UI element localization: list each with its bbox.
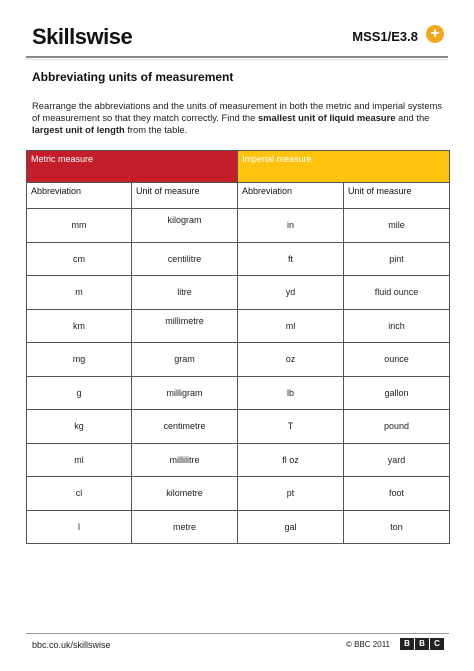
imperial-abbreviation-cell: in xyxy=(238,209,344,243)
metric-abbreviation-cell: mm xyxy=(27,209,132,243)
column-header-row xyxy=(27,183,450,209)
table-row xyxy=(27,376,450,410)
bbc-logo xyxy=(400,638,444,650)
col-header-imperial-abbreviation: Abbreviation xyxy=(238,183,344,209)
skillswise-logo: Skillswise xyxy=(32,24,133,49)
imperial-unit-cell: fluid ounce xyxy=(344,276,450,310)
imperial-abbreviation-cell: ml xyxy=(238,309,344,343)
metric-unit-cell: millilitre xyxy=(132,443,238,477)
table-body xyxy=(27,209,450,544)
imperial-measure-header: Imperial measure xyxy=(238,151,450,183)
metric-unit-cell: gram xyxy=(132,343,238,377)
table-row xyxy=(27,242,450,276)
imperial-abbreviation-cell: T xyxy=(238,410,344,444)
col-header-imperial-unit: Unit of measure xyxy=(344,183,450,209)
table-row xyxy=(27,477,450,511)
imperial-unit-cell: pound xyxy=(344,410,450,444)
table-row xyxy=(27,309,450,343)
footer-divider xyxy=(26,633,449,634)
metric-unit-cell: kilogram xyxy=(132,209,238,243)
page-title: Abbreviating units of measurement xyxy=(32,70,234,84)
imperial-abbreviation-cell: fl oz xyxy=(238,443,344,477)
metric-abbreviation-cell: kg xyxy=(27,410,132,444)
imperial-unit-cell: mile xyxy=(344,209,450,243)
metric-abbreviation-cell: ml xyxy=(27,443,132,477)
footer-url: bbc.co.uk/skillswise xyxy=(32,640,111,650)
instructions-paragraph xyxy=(32,100,444,136)
footer-copyright: © BBC 2011 xyxy=(346,640,390,649)
imperial-unit-cell: ounce xyxy=(344,343,450,377)
imperial-abbreviation-cell: ft xyxy=(238,242,344,276)
metric-unit-cell: centimetre xyxy=(132,410,238,444)
metric-unit-cell: litre xyxy=(132,276,238,310)
metric-unit-cell: kilometre xyxy=(132,477,238,511)
metric-abbreviation-cell: cl xyxy=(27,477,132,511)
measures-table xyxy=(26,150,450,544)
imperial-abbreviation-cell: lb xyxy=(238,376,344,410)
imperial-abbreviation-cell: pt xyxy=(238,477,344,511)
metric-abbreviation-cell: mg xyxy=(27,343,132,377)
bbc-logo-letter: C xyxy=(430,638,444,650)
metric-unit-cell: millimetre xyxy=(132,309,238,343)
system-band-row xyxy=(27,151,450,183)
intro-text-1: Rearrange the abbreviations and the units of measurement in both the metric and imperial systems of measurement so that they match correctly. Find the xyxy=(32,100,443,123)
intro-bold-length: largest unit of length xyxy=(32,124,125,135)
metric-unit-cell: milligram xyxy=(132,376,238,410)
page-header xyxy=(0,0,474,66)
bbc-logo-letter: B xyxy=(415,638,429,650)
header-divider xyxy=(26,56,448,58)
imperial-unit-cell: ton xyxy=(344,510,450,544)
intro-text-3: from the table. xyxy=(124,124,188,135)
metric-abbreviation-cell: m xyxy=(27,276,132,310)
metric-abbreviation-cell: g xyxy=(27,376,132,410)
metric-abbreviation-cell: cm xyxy=(27,242,132,276)
intro-bold-liquid: smallest unit of liquid measure xyxy=(257,112,396,123)
worksheet-code: MSS1/E3.8 xyxy=(352,29,418,44)
metric-unit-cell: metre xyxy=(132,510,238,544)
imperial-unit-cell: pint xyxy=(344,242,450,276)
metric-measure-header: Metric measure xyxy=(27,151,238,183)
table-row xyxy=(27,276,450,310)
metric-unit-cell: centilitre xyxy=(132,242,238,276)
imperial-abbreviation-cell: oz xyxy=(238,343,344,377)
table-row xyxy=(27,209,450,243)
plus-icon: + xyxy=(426,25,444,43)
bbc-logo-letter: B xyxy=(400,638,414,650)
imperial-unit-cell: yard xyxy=(344,443,450,477)
imperial-abbreviation-cell: gal xyxy=(238,510,344,544)
imperial-unit-cell: gallon xyxy=(344,376,450,410)
metric-abbreviation-cell: l xyxy=(27,510,132,544)
intro-text-2: and the xyxy=(395,112,430,123)
table-row xyxy=(27,443,450,477)
table-row xyxy=(27,510,450,544)
table-row xyxy=(27,410,450,444)
table-row xyxy=(27,343,450,377)
col-header-metric-abbreviation: Abbreviation xyxy=(27,183,132,209)
imperial-unit-cell: inch xyxy=(344,309,450,343)
col-header-metric-unit: Unit of measure xyxy=(132,183,238,209)
imperial-abbreviation-cell: yd xyxy=(238,276,344,310)
imperial-unit-cell: foot xyxy=(344,477,450,511)
metric-abbreviation-cell: km xyxy=(27,309,132,343)
header-divider-shadow xyxy=(26,59,448,60)
